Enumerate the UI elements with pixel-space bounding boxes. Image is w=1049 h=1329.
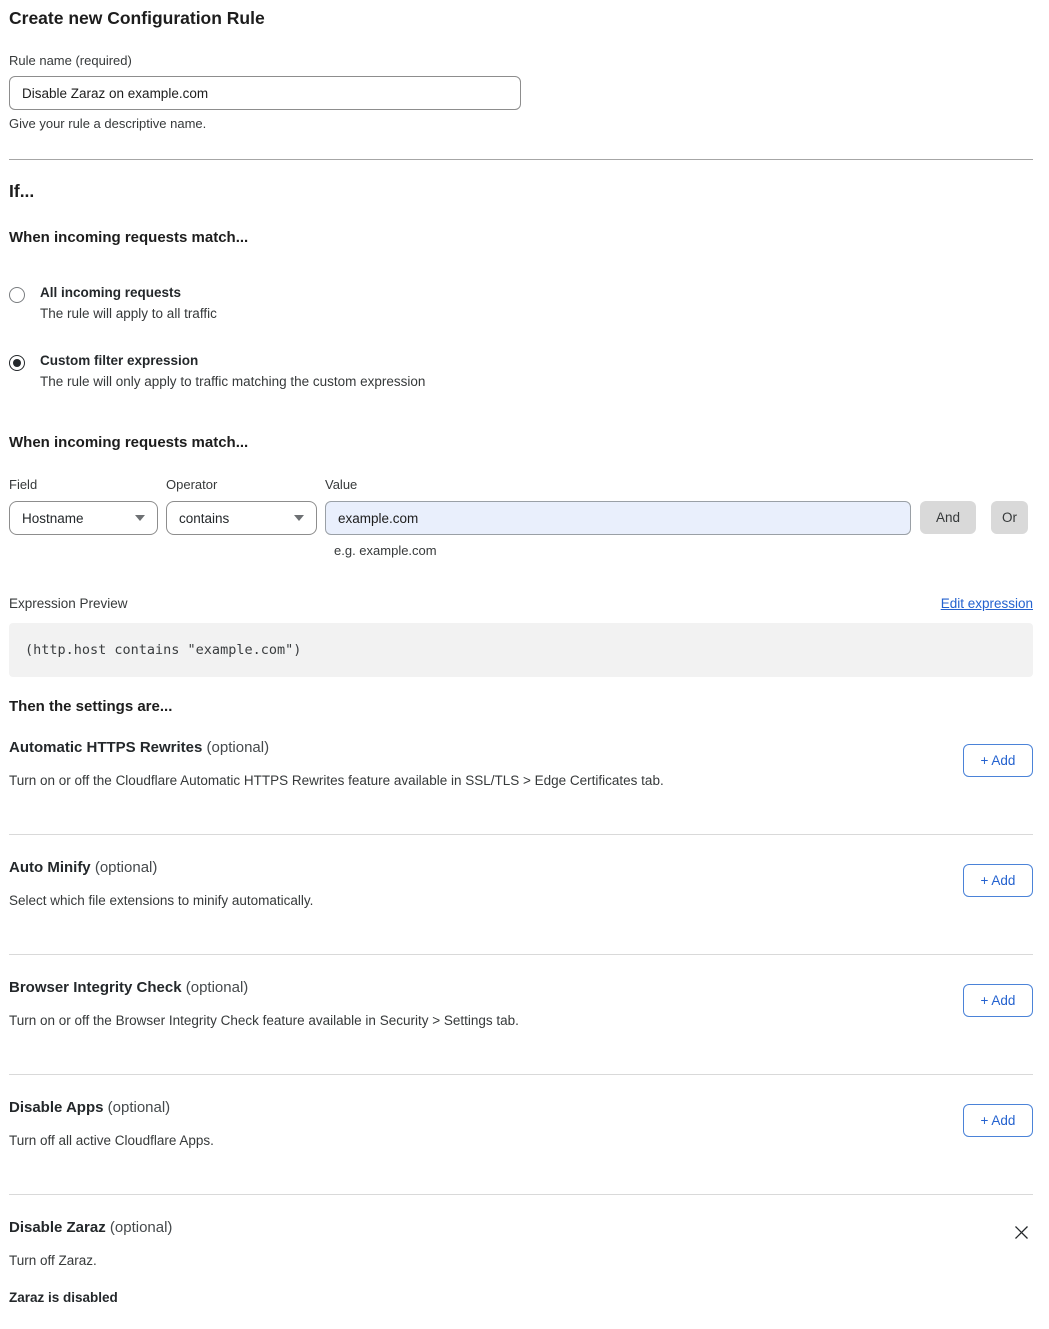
setting-optional-tag: (optional) [185, 979, 249, 996]
if-heading: If... [9, 181, 35, 201]
add-button[interactable]: + Add [963, 1104, 1033, 1137]
setting-disable-zaraz [9, 1195, 1033, 1305]
operator-column [158, 477, 317, 535]
setting-title: Disable Zaraz [9, 1219, 106, 1236]
setting-title: Auto Minify [9, 859, 91, 876]
field-select[interactable] [9, 501, 158, 535]
settings-heading: Then the settings are... [9, 698, 173, 715]
chevron-down-icon [294, 515, 304, 521]
value-help: e.g. example.com [334, 543, 437, 558]
section-divider [9, 159, 1033, 160]
setting-browser-integrity-check [9, 955, 1033, 1074]
setting-disable-apps [9, 1075, 1033, 1194]
setting-title: Browser Integrity Check [9, 979, 182, 996]
setting-optional-tag: (optional) [206, 739, 270, 756]
setting-description: Select which file extensions to minify automatically. [9, 893, 314, 908]
radio-button[interactable] [9, 287, 25, 303]
edit-expression-link[interactable]: Edit expression [940, 596, 1033, 611]
and-button[interactable]: And [920, 501, 976, 534]
setting-description: Turn on or off the Cloudflare Automatic HTTPS Rewrites feature available in SSL/TLS > Edge Certificates tab. [9, 773, 664, 788]
operator-select-value: contains [179, 510, 230, 526]
expression-preview-header [9, 596, 1033, 611]
operator-label: Operator [166, 477, 218, 492]
radio-button[interactable] [9, 355, 25, 371]
setting-title: Automatic HTTPS Rewrites [9, 739, 203, 756]
add-button[interactable]: + Add [963, 744, 1033, 777]
or-button[interactable]: Or [991, 501, 1028, 534]
builder-heading: When incoming requests match... [9, 434, 249, 451]
setting-title: Disable Apps [9, 1099, 104, 1116]
radio-description: The rule will apply to all traffic [40, 306, 217, 321]
setting-optional-tag: (optional) [94, 859, 158, 876]
expression-preview-label: Expression Preview [9, 596, 128, 611]
radio-label: Custom filter expression [40, 353, 199, 368]
setting-description: Turn off Zaraz. [9, 1253, 97, 1268]
setting-optional-tag: (optional) [107, 1099, 171, 1116]
value-label: Value [325, 477, 358, 492]
operator-select[interactable] [166, 501, 317, 535]
field-select-value: Hostname [22, 510, 84, 526]
expression-preview-box [9, 623, 1033, 677]
setting-description: Turn on or off the Browser Integrity Check feature available in Security > Settings tab. [9, 1013, 519, 1028]
rule-name-input[interactable] [9, 76, 521, 110]
field-column [9, 477, 158, 535]
chevron-down-icon [135, 515, 145, 521]
rule-name-label: Rule name (required) [9, 53, 132, 68]
rule-name-help: Give your rule a descriptive name. [9, 116, 207, 131]
setting-description: Turn off all active Cloudflare Apps. [9, 1133, 214, 1148]
remove-setting-button[interactable] [1010, 1221, 1033, 1244]
close-icon [1014, 1225, 1029, 1240]
value-column [317, 477, 911, 535]
match-heading: When incoming requests match... [9, 229, 249, 246]
field-label: Field [9, 477, 38, 492]
page-title: Create new Configuration Rule [9, 8, 265, 28]
expression-code: (http.host contains "example.com") [25, 642, 302, 658]
setting-auto-minify [9, 835, 1033, 954]
expression-builder-row [9, 477, 1033, 535]
radio-option-all-incoming-requests[interactable] [9, 285, 1033, 321]
radio-description: The rule will only apply to traffic matching the custom expression [40, 374, 426, 389]
radio-option-custom-filter-expression[interactable] [9, 353, 1033, 389]
radio-label: All incoming requests [40, 285, 182, 300]
setting-automatic-https-rewrites [9, 715, 1033, 834]
setting-optional-tag: (optional) [109, 1219, 173, 1236]
value-input[interactable] [325, 501, 911, 535]
add-button[interactable]: + Add [963, 984, 1033, 1017]
add-button[interactable]: + Add [963, 864, 1033, 897]
zaraz-status-text: Zaraz is disabled [9, 1290, 118, 1305]
